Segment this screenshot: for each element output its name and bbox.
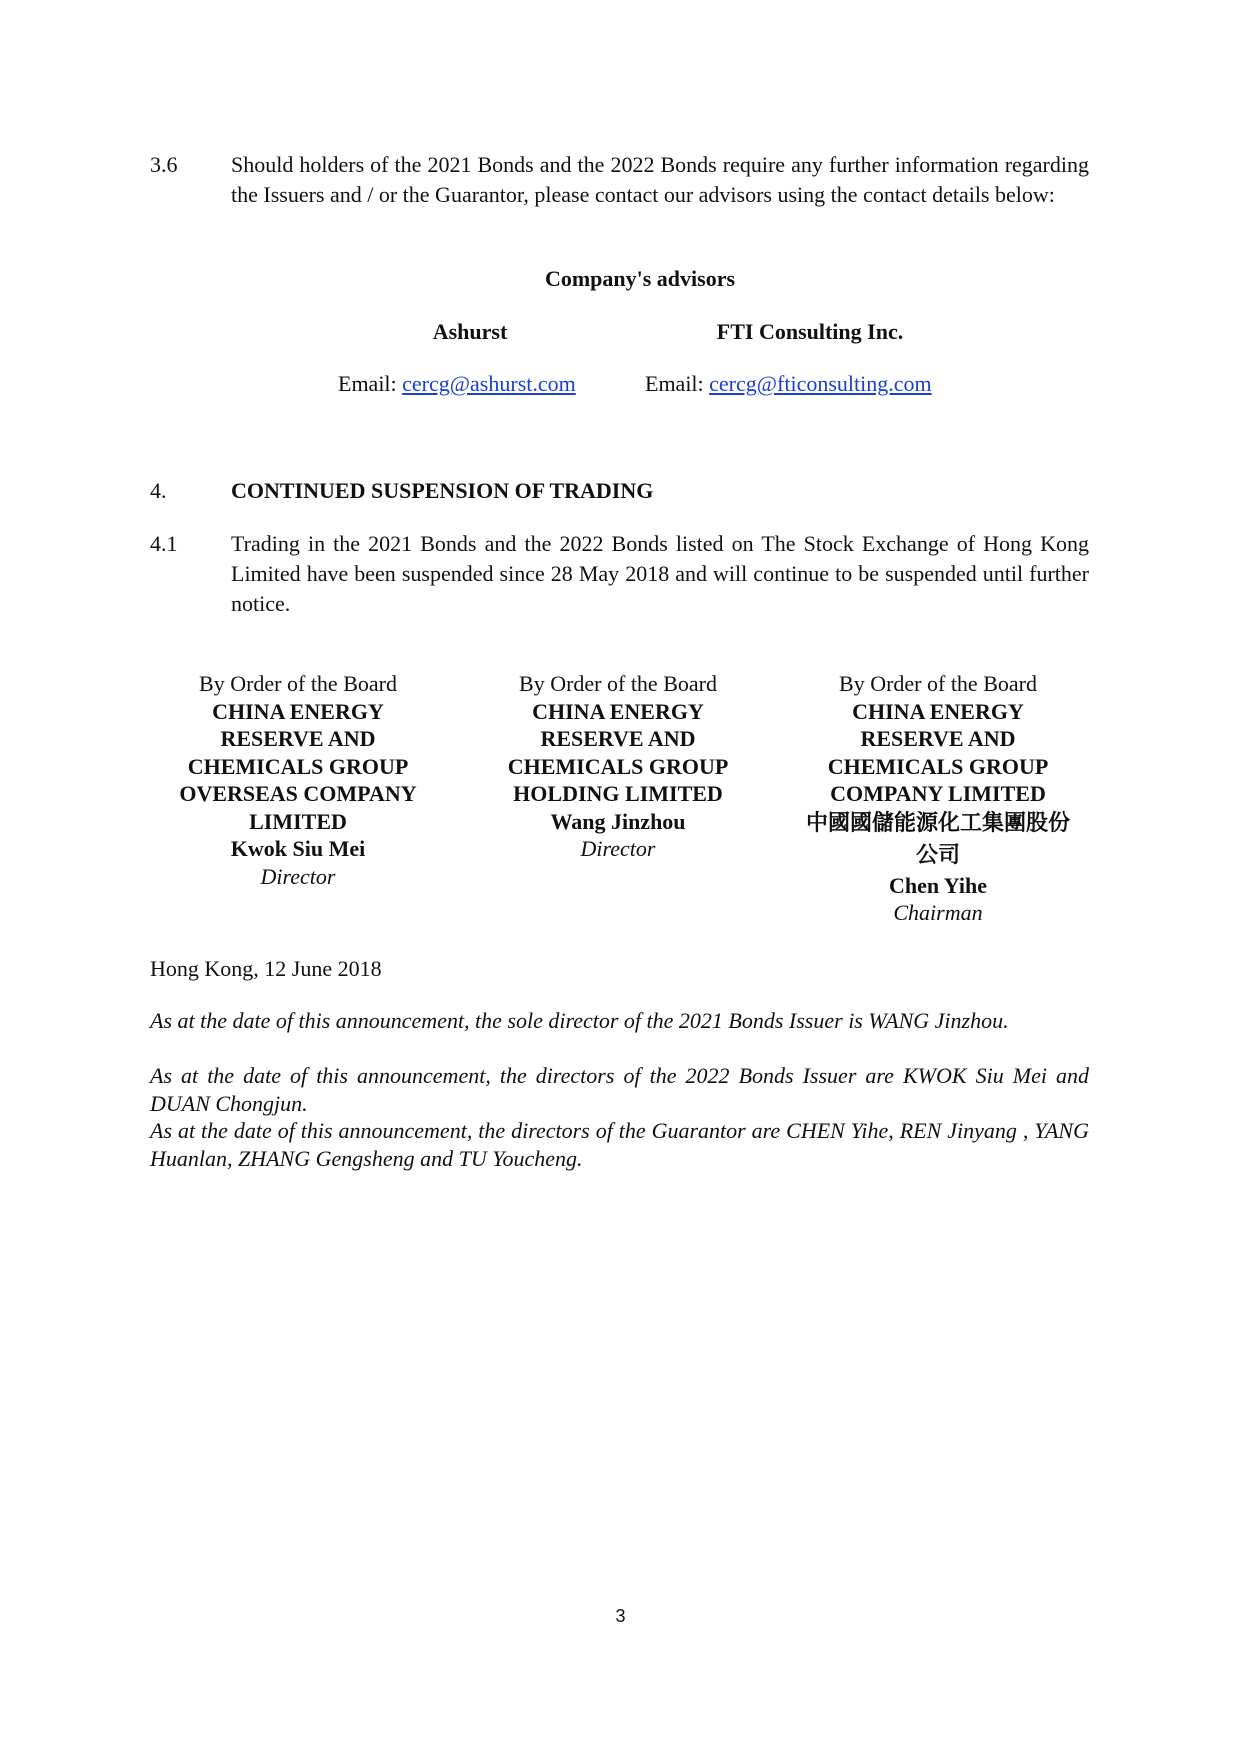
signatory-name: Wang Jinzhou [550,808,686,834]
by-order-text: By Order of the Board [839,671,1037,696]
by-order-text: By Order of the Board [199,671,397,696]
section-number: 3.6 [150,152,178,177]
signatory-name: Kwok Siu Mei [230,836,366,861]
company-name-line: CHINA ENERGY [852,698,1024,724]
company-name-line: CHEMICALS GROUP [827,753,1049,779]
email-label: Email: [645,371,704,396]
advisor-name-fti: FTI Consulting Inc. [716,319,904,344]
signatory-title: Director [260,863,336,889]
company-name-line: RESERVE AND [540,726,696,751]
section-number: 4. [150,478,167,503]
company-name-line: CHEMICALS GROUP [187,753,409,779]
company-name-line: CHINA ENERGY [532,698,704,724]
director-note-guarantor: As at the date of this announcement, the directors of the Guarantor are CHEN Yihe, REN Jinyang , YANG Huanlan, ZHANG Gengsheng and TU Youcheng. [150,1118,1089,1171]
advisors-heading: Company's advisors [544,266,736,291]
company-name-line: RESERVE AND [860,726,1016,751]
section-4-heading: CONTINUED SUSPENSION OF TRADING [231,478,654,503]
section-4-1-text: Trading in the 2021 Bonds and the 2022 Bonds listed on The Stock Exchange of Hong Kong Limited have been suspended since 28 May 2018 and will continue to be suspended until further notice. [231,531,1089,616]
signature-block-overseas [153,670,443,890]
signatory-title: Director [580,836,656,861]
signature-block-company [793,670,1083,927]
director-note-2021: As at the date of this announcement, the sole director of the 2021 Bonds Issuer is WANG Jinzhou. [150,1008,1009,1033]
company-name-line: OVERSEAS COMPANY [179,781,417,806]
ashurst-email-link[interactable]: cercg@ashurst.com [402,371,576,396]
company-name-line: LIMITED [249,808,347,834]
signatory-title: Chairman [893,900,983,925]
company-name-line: RESERVE AND [220,726,376,751]
by-order-text: By Order of the Board [519,671,717,696]
signatory-name: Chen Yihe [889,872,987,898]
place-and-date: Hong Kong, 12 June 2018 [150,956,382,981]
section-3-6-text: Should holders of the 2021 Bonds and the 2022 Bonds require any further information regarding the Issuers and / or the Guarantor, please contact our advisors using the contact details below: [231,152,1089,207]
page-number: 3 [615,1606,626,1626]
company-name-line: HOLDING LIMITED [513,781,723,806]
advisor-email-fti-line [645,369,932,399]
signature-block-holding [473,670,763,863]
chinese-company-name-line: 公司 [915,842,960,868]
company-name-line: CHEMICALS GROUP [507,753,729,779]
director-note-2022: As at the date of this announcement, the directors of the 2022 Bonds Issuer are KWOK Siu Mei and DUAN Chongjun. [150,1063,1089,1116]
advisor-name-ashurst: Ashurst [432,319,508,344]
email-label: Email: [338,371,397,396]
section-number: 4.1 [150,531,178,556]
fti-email-link[interactable]: cercg@fticonsulting.com [709,371,932,396]
advisor-email-ashurst-line [338,369,576,399]
chinese-company-name-line: 中國國儲能源化工集團股份 [805,810,1070,836]
company-name-line: CHINA ENERGY [212,698,384,724]
company-name-line: COMPANY LIMITED [830,781,1046,806]
